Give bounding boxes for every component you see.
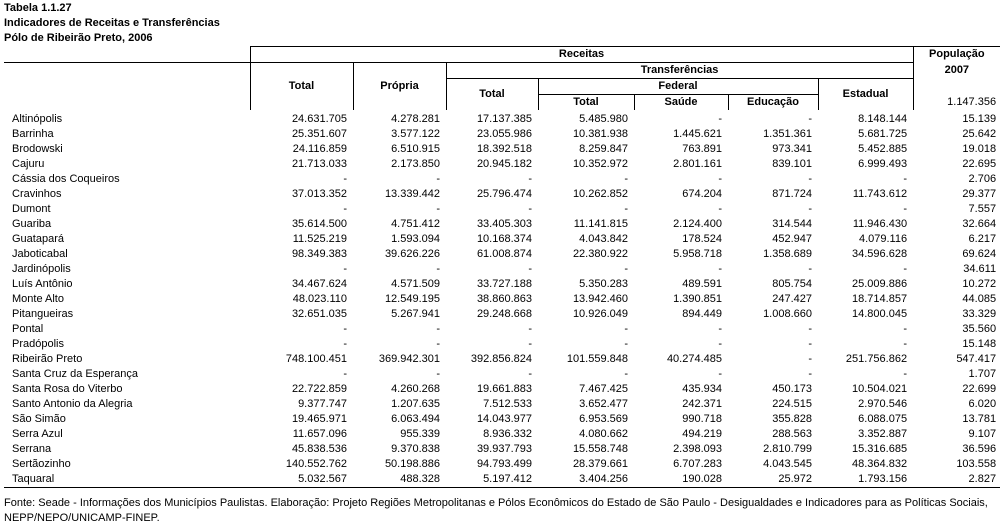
cell-transf-total: 25.796.474	[476, 188, 532, 200]
cell-estadual: -	[903, 173, 908, 185]
cell-estadual: 5.452.885	[858, 143, 908, 155]
cell-receita-total: 5.032.567	[250, 472, 353, 488]
cell-populacao: 15.148	[962, 338, 997, 350]
municipality-name: Santo Antonio da Alegria	[12, 398, 133, 410]
cell-federal-educacao: 805.754	[772, 278, 812, 290]
cell-federal-educacao: -	[808, 203, 812, 215]
municipality-name: Ribeirão Preto	[12, 353, 83, 365]
cell-federal-total: -	[624, 203, 628, 215]
cell-estadual: 34.596.628	[852, 248, 908, 260]
cell-federal-saude: 990.718	[682, 413, 722, 425]
cell-receita-propria: -	[436, 173, 440, 185]
table-row	[4, 382, 1000, 397]
cell-federal-educacao: 355.828	[772, 413, 812, 425]
cell-estadual: 25.009.886	[852, 278, 908, 290]
table-row	[4, 412, 1000, 427]
municipality-name: Dumont	[12, 203, 51, 215]
table-row	[4, 172, 1000, 187]
table-row	[4, 277, 1000, 292]
cell-federal-educacao: -	[808, 353, 812, 365]
cell-receita-propria: -	[436, 338, 440, 350]
cell-receita-propria: 955.339	[400, 428, 440, 440]
cell-federal-total: -	[624, 173, 628, 185]
cell-federal-total: -	[624, 368, 628, 380]
cell-estadual: 15.316.685	[852, 443, 908, 455]
cell-federal-total: -	[624, 338, 628, 350]
table-row	[4, 127, 1000, 142]
cell-federal-educacao: 1.008.660	[763, 308, 812, 320]
source-note: Fonte: Seade - Informações dos Municípios Paulistas. Elaboração: Projeto Regiões Metropolitanas e Pólos Econômicos do Estado de São Paulo - Desigualdades e Indicadores para as Políticas Sociais, NEPP/NEPO/UNICAMP-FINEP.	[4, 497, 988, 524]
cell-federal-total: 6.953.569	[579, 413, 628, 425]
table-row	[4, 457, 1000, 472]
cell-federal-educacao: 314.544	[772, 218, 812, 230]
table-row	[4, 187, 1000, 202]
cell-receita-propria: -	[436, 323, 440, 335]
cell-receita-propria: 4.571.509	[391, 278, 440, 290]
cell-transf-total: 39.937.793	[476, 443, 532, 455]
municipality-name: Serra Azul	[12, 428, 63, 440]
table-number: Tabela 1.1.27	[4, 2, 72, 14]
cell-populacao: 34.611	[963, 263, 997, 275]
cell-populacao: 35.560	[962, 323, 997, 335]
cell-federal-total: 10.352.972	[572, 158, 628, 170]
cell-receita-total: -	[343, 338, 347, 350]
cell-federal-saude: 674.204	[682, 188, 722, 200]
cell-populacao: 13.781	[962, 413, 997, 425]
population-total: 1.147.356	[913, 79, 1000, 111]
cell-federal-educacao: 871.724	[772, 188, 812, 200]
cell-federal-saude: 2.124.400	[673, 218, 722, 230]
cell-populacao: 33.329	[962, 308, 997, 320]
cell-federal-educacao: 450.173	[772, 383, 812, 395]
municipality-name: São Simão	[12, 413, 66, 425]
municipality-name: Luís Antônio	[12, 278, 73, 290]
cell-federal-total: 3.404.256	[538, 472, 634, 488]
cell-receita-total: 24.116.859	[292, 143, 347, 155]
table-row	[4, 442, 1000, 457]
header-federal: Federal	[538, 79, 818, 95]
table-row	[4, 202, 1000, 217]
cell-federal-educacao: -	[808, 368, 812, 380]
cell-receita-propria: 6.063.494	[391, 413, 440, 425]
cell-federal-total: 4.043.842	[579, 233, 628, 245]
cell-receita-total: 19.465.971	[291, 413, 347, 425]
cell-federal-saude: 1.445.621	[673, 128, 722, 140]
cell-receita-total: -	[343, 203, 347, 215]
cell-federal-saude: 763.891	[682, 143, 722, 155]
cell-transf-total: 10.168.374	[476, 233, 532, 245]
cell-estadual: 11.946.430	[852, 218, 908, 230]
table-row	[4, 367, 1000, 382]
cell-receita-total: 22.722.859	[291, 383, 347, 395]
cell-federal-total: 28.379.661	[572, 458, 628, 470]
cell-receita-propria: 3.577.122	[391, 128, 440, 140]
municipality-name: Jardinópolis	[12, 263, 71, 275]
cell-transf-total: 29.248.668	[476, 308, 532, 320]
table-row	[4, 157, 1000, 172]
cell-federal-educacao: 224.515	[772, 398, 812, 410]
cell-federal-total: 3.652.477	[579, 398, 628, 410]
cell-federal-educacao: -	[808, 113, 812, 125]
cell-receita-total: -	[343, 368, 347, 380]
municipality-name: Cravinhos	[12, 188, 62, 200]
cell-estadual: -	[903, 338, 908, 350]
table-subtitle: Pólo de Ribeirão Preto, 2006	[4, 32, 153, 44]
header-saude: Saúde	[634, 95, 728, 111]
cell-estadual: 10.504.021	[852, 383, 908, 395]
cell-receita-total: 24.631.705	[291, 113, 347, 125]
cell-transf-total: -	[528, 323, 532, 335]
header-transf-total: Total	[446, 79, 538, 111]
cell-receita-propria: 39.626.226	[384, 248, 440, 260]
table-row	[4, 307, 1000, 322]
cell-federal-saude: 2.801.161	[673, 158, 722, 170]
cell-federal-saude: -	[718, 203, 722, 215]
table-header	[4, 47, 1000, 111]
cell-federal-educacao: -	[808, 263, 812, 275]
cell-receita-propria: 369.942.301	[378, 353, 440, 365]
cell-federal-educacao: 25.972	[728, 472, 818, 488]
cell-federal-saude: 489.591	[682, 278, 722, 290]
cell-federal-total: 4.080.662	[579, 428, 628, 440]
table-row	[4, 337, 1000, 352]
municipality-name: Pradópolis	[12, 338, 64, 350]
cell-federal-educacao: 1.351.361	[763, 128, 812, 140]
cell-receita-propria: 6.510.915	[391, 143, 440, 155]
header-populacao: População	[913, 47, 1000, 63]
municipality-name: Guatapará	[12, 233, 64, 245]
cell-populacao: 6.020	[968, 398, 997, 410]
header-propria: Própria	[353, 63, 446, 111]
cell-estadual: 6.999.493	[858, 158, 908, 170]
table-title-block	[4, 1, 220, 46]
table-body	[4, 110, 1000, 488]
cell-receita-total: 37.013.352	[291, 188, 347, 200]
table-row	[4, 292, 1000, 307]
cell-receita-propria: -	[436, 203, 440, 215]
cell-receita-total: 48.023.110	[292, 293, 347, 305]
cell-federal-saude: 1.390.851	[673, 293, 722, 305]
table-row	[4, 110, 1000, 127]
cell-populacao: 9.107	[968, 428, 997, 440]
cell-receita-total: 21.713.033	[291, 158, 347, 170]
cell-receita-propria: 2.173.850	[391, 158, 440, 170]
header-federal-total: Total	[538, 95, 634, 111]
cell-receita-propria: -	[436, 368, 440, 380]
cell-federal-saude: 5.958.718	[673, 248, 722, 260]
cell-estadual: 48.364.832	[852, 458, 908, 470]
cell-federal-total: 7.467.425	[579, 383, 628, 395]
cell-federal-total: 10.926.049	[572, 308, 628, 320]
cell-receita-propria: 4.751.412	[391, 218, 440, 230]
table-row	[4, 262, 1000, 277]
cell-receita-total: 25.351.607	[291, 128, 347, 140]
cell-federal-total: 13.942.460	[572, 293, 628, 305]
cell-transf-total: 33.405.303	[476, 218, 532, 230]
table-row	[4, 427, 1000, 442]
cell-federal-saude: 40.274.485	[666, 353, 722, 365]
table-row	[4, 217, 1000, 232]
cell-federal-educacao: 247.427	[772, 293, 812, 305]
cell-federal-educacao: 839.101	[772, 158, 812, 170]
cell-receita-total: 748.100.451	[285, 353, 347, 365]
cell-estadual: 1.793.156	[818, 472, 913, 488]
cell-federal-saude: 2.398.093	[673, 443, 722, 455]
cell-populacao: 10.272	[962, 278, 997, 290]
cell-federal-saude: 494.219	[682, 428, 722, 440]
cell-transf-total: 5.197.412	[446, 472, 538, 488]
cell-federal-saude: -	[718, 338, 722, 350]
cell-receita-propria: 1.593.094	[391, 233, 440, 245]
cell-populacao: 103.558	[956, 458, 997, 470]
cell-federal-saude: 178.524	[682, 233, 722, 245]
cell-receita-propria: 12.549.195	[384, 293, 440, 305]
municipality-name: Pontal	[12, 323, 44, 335]
cell-federal-educacao: -	[808, 173, 812, 185]
cell-federal-educacao: 4.043.545	[763, 458, 812, 470]
cell-populacao: 1.707	[968, 368, 997, 380]
cell-estadual: 2.970.546	[858, 398, 908, 410]
cell-transf-total: 17.137.385	[476, 113, 532, 125]
cell-estadual: 8.148.144	[858, 113, 908, 125]
cell-transf-total: 19.661.883	[476, 383, 532, 395]
table-row	[4, 142, 1000, 157]
cell-populacao: 32.664	[962, 218, 997, 230]
cell-transf-total: -	[528, 263, 532, 275]
cell-receita-propria: 5.267.941	[391, 308, 440, 320]
cell-estadual: 3.352.887	[858, 428, 908, 440]
cell-federal-saude: -	[718, 113, 722, 125]
municipality-name: Altinópolis	[12, 113, 63, 125]
header-corner	[4, 47, 250, 63]
municipality-name: Cajuru	[12, 158, 45, 170]
cell-estadual: 14.800.045	[852, 308, 908, 320]
cell-receita-propria: 488.328	[353, 472, 446, 488]
cell-receita-total: -	[343, 173, 347, 185]
cell-estadual: -	[903, 203, 908, 215]
table-row	[4, 322, 1000, 337]
cell-transf-total: 18.392.518	[476, 143, 532, 155]
table-row	[4, 247, 1000, 262]
header-receitas: Receitas	[250, 47, 913, 63]
cell-federal-saude: 242.371	[682, 398, 722, 410]
cell-federal-educacao: 973.341	[772, 143, 812, 155]
cell-federal-total: -	[624, 263, 628, 275]
cell-receita-total: 98.349.383	[291, 248, 347, 260]
cell-receita-total: 35.614.500	[291, 218, 347, 230]
cell-transf-total: -	[528, 338, 532, 350]
cell-estadual: 251.756.862	[845, 353, 908, 365]
cell-receita-total: 11.525.219	[292, 233, 347, 245]
cell-transf-total: 392.856.824	[470, 353, 532, 365]
municipality-name: Guariba	[12, 218, 52, 230]
cell-federal-saude: 894.449	[682, 308, 722, 320]
cell-estadual: -	[903, 368, 908, 380]
municipality-name: Santa Rosa do Viterbo	[12, 383, 123, 395]
table-row	[4, 397, 1000, 412]
cell-receita-propria: 13.339.442	[384, 188, 440, 200]
cell-populacao: 22.699	[962, 383, 997, 395]
cell-estadual: 4.079.116	[858, 233, 908, 245]
cell-federal-total: 10.262.852	[572, 188, 628, 200]
cell-federal-total: -	[624, 323, 628, 335]
cell-transf-total: 14.043.977	[476, 413, 532, 425]
cell-estadual: -	[903, 323, 908, 335]
cell-receita-propria: 9.370.838	[391, 443, 440, 455]
cell-federal-saude: -	[718, 263, 722, 275]
cell-federal-saude: 190.028	[634, 472, 728, 488]
cell-federal-educacao: 288.563	[772, 428, 812, 440]
municipality-name: Jaboticabal	[12, 248, 68, 260]
cell-receita-total: -	[343, 263, 347, 275]
municipality-name: Barrinha	[12, 128, 54, 140]
cell-federal-total: 101.559.848	[566, 353, 628, 365]
municipality-name: Brodowski	[12, 143, 63, 155]
cell-federal-total: 15.558.748	[572, 443, 628, 455]
cell-populacao: 69.624	[962, 248, 997, 260]
cell-receita-total: 140.552.762	[285, 458, 347, 470]
cell-federal-total: 11.141.815	[573, 218, 628, 230]
cell-populacao: 2.706	[968, 173, 997, 185]
cell-estadual: -	[903, 263, 908, 275]
cell-estadual: 5.681.725	[858, 128, 908, 140]
table-title: Indicadores de Receitas e Transferências	[4, 17, 220, 29]
cell-federal-saude: 6.707.283	[673, 458, 722, 470]
cell-federal-total: 5.485.980	[579, 113, 628, 125]
cell-federal-educacao: -	[808, 338, 812, 350]
cell-transf-total: -	[528, 203, 532, 215]
cell-receita-total: 9.377.747	[298, 398, 347, 410]
cell-populacao: 2.827	[913, 472, 1000, 488]
cell-federal-educacao: 2.810.799	[763, 443, 812, 455]
cell-transf-total: -	[528, 173, 532, 185]
cell-transf-total: -	[528, 368, 532, 380]
cell-receita-total: 11.657.096	[292, 428, 347, 440]
cell-receita-total: -	[343, 323, 347, 335]
cell-federal-total: 5.350.283	[579, 278, 628, 290]
cell-federal-educacao: 452.947	[772, 233, 812, 245]
cell-federal-saude: -	[718, 368, 722, 380]
cell-transf-total: 8.936.332	[483, 428, 532, 440]
cell-populacao: 36.596	[962, 443, 997, 455]
cell-populacao: 44.085	[962, 293, 997, 305]
cell-receita-propria: 4.260.268	[391, 383, 440, 395]
cell-estadual: 18.714.857	[852, 293, 908, 305]
cell-transf-total: 23.055.986	[476, 128, 532, 140]
municipality-name: Sertãozinho	[12, 458, 71, 470]
cell-receita-propria: 4.278.281	[391, 113, 440, 125]
cell-receita-propria: 1.207.635	[391, 398, 440, 410]
cell-populacao: 6.217	[968, 233, 997, 245]
cell-populacao: 19.018	[962, 143, 997, 155]
cell-transf-total: 33.727.188	[476, 278, 532, 290]
municipality-name: Cássia dos Coqueiros	[12, 173, 120, 185]
municipality-name: Monte Alto	[12, 293, 64, 305]
header-year: 2007	[913, 63, 1000, 79]
municipality-name: Pitangueiras	[12, 308, 74, 320]
header-educacao: Educação	[728, 95, 818, 111]
cell-estadual: 6.088.075	[858, 413, 908, 425]
table-row	[4, 232, 1000, 247]
cell-populacao: 22.695	[962, 158, 997, 170]
cell-receita-propria: -	[436, 263, 440, 275]
cell-populacao: 29.377	[962, 188, 997, 200]
cell-federal-total: 8.259.847	[579, 143, 628, 155]
header-transferencias: Transferências	[446, 63, 913, 79]
table-row	[4, 472, 1000, 488]
cell-populacao: 7.557	[968, 203, 997, 215]
cell-federal-educacao: -	[808, 323, 812, 335]
table-row	[4, 352, 1000, 367]
header-estadual: Estadual	[818, 79, 913, 111]
municipality-name: Taquaral	[4, 472, 250, 488]
municipality-name: Serrana	[12, 443, 52, 455]
cell-receita-total: 34.467.624	[291, 278, 347, 290]
cell-transf-total: 94.793.499	[476, 458, 532, 470]
cell-populacao: 15.139	[962, 113, 997, 125]
cell-estadual: 11.743.612	[852, 188, 908, 200]
cell-receita-propria: 50.198.886	[384, 458, 440, 470]
municipality-name: Santa Cruz da Esperança	[12, 368, 138, 380]
cell-transf-total: 20.945.182	[476, 158, 532, 170]
cell-federal-saude: 435.934	[682, 383, 722, 395]
cell-populacao: 25.642	[962, 128, 997, 140]
cell-federal-total: 22.380.922	[572, 248, 628, 260]
cell-transf-total: 61.008.874	[476, 248, 532, 260]
cell-federal-saude: -	[718, 323, 722, 335]
cell-federal-saude: -	[718, 173, 722, 185]
cell-transf-total: 38.860.863	[476, 293, 532, 305]
cell-receita-total: 45.838.536	[291, 443, 347, 455]
cell-transf-total: 7.512.533	[483, 398, 532, 410]
indicators-table	[4, 46, 1000, 488]
header-receita-total: Total	[250, 63, 353, 111]
cell-receita-total: 32.651.035	[291, 308, 347, 320]
cell-federal-total: 10.381.938	[572, 128, 628, 140]
cell-federal-educacao: 1.358.689	[763, 248, 812, 260]
cell-populacao: 547.417	[956, 353, 997, 365]
